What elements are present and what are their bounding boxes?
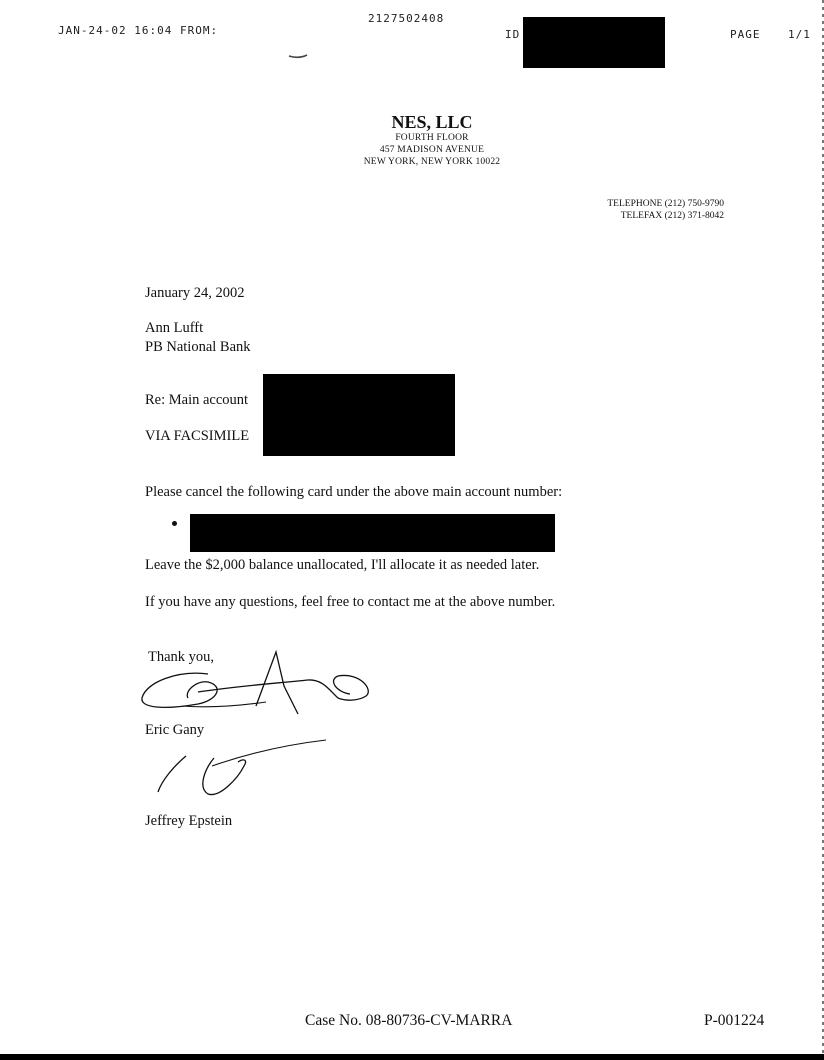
signer-name: Eric Gany: [145, 722, 205, 738]
letter-date: January 24, 2002: [145, 285, 245, 301]
telefax-line: TELEFAX (212) 371-8042: [620, 211, 724, 221]
signature-2-image: [152, 736, 332, 804]
body-paragraph: Leave the $2,000 balance unallocated, I'll allocate it as needed later.: [145, 557, 540, 573]
telephone-line: TELEPHONE (212) 750-9790: [607, 199, 724, 209]
via-line: VIA FACSIMILE: [145, 428, 250, 444]
body-paragraph: If you have any questions, feel free to contact me at the above number.: [145, 594, 556, 610]
redaction-block: [523, 17, 665, 68]
bullet-icon: [172, 521, 177, 526]
fax-page-value: 1/1: [788, 28, 811, 41]
fax-mark: [287, 50, 311, 62]
address-line: NEW YORK, NEW YORK 10022: [363, 157, 501, 167]
company-name: NES, LLC: [391, 112, 473, 132]
recipient-name: Ann Lufft: [145, 320, 204, 336]
fax-number: 2127502408: [368, 12, 445, 25]
re-line: Re: Main account: [145, 392, 249, 408]
address-line: 457 MADISON AVENUE: [379, 145, 485, 155]
body-paragraph: Please cancel the following card under the above main account number:: [145, 484, 563, 500]
fax-datetime: JAN-24-02 16:04 FROM:: [58, 24, 219, 37]
case-number: Case No. 08-80736-CV-MARRA: [305, 1012, 513, 1029]
fax-page-label: PAGE: [730, 28, 761, 41]
bates-number: P-001224: [704, 1012, 765, 1029]
signature-1-image: [138, 646, 383, 722]
recipient-org: PB National Bank: [145, 339, 251, 355]
address-line: FOURTH FLOOR: [395, 133, 469, 143]
signer-name: Jeffrey Epstein: [145, 813, 233, 829]
bottom-border: [0, 1054, 824, 1060]
redaction-block: [190, 514, 555, 552]
fax-id-label: ID: [505, 28, 521, 41]
redaction-block: [263, 374, 455, 456]
closing: Thank you,: [148, 649, 215, 665]
